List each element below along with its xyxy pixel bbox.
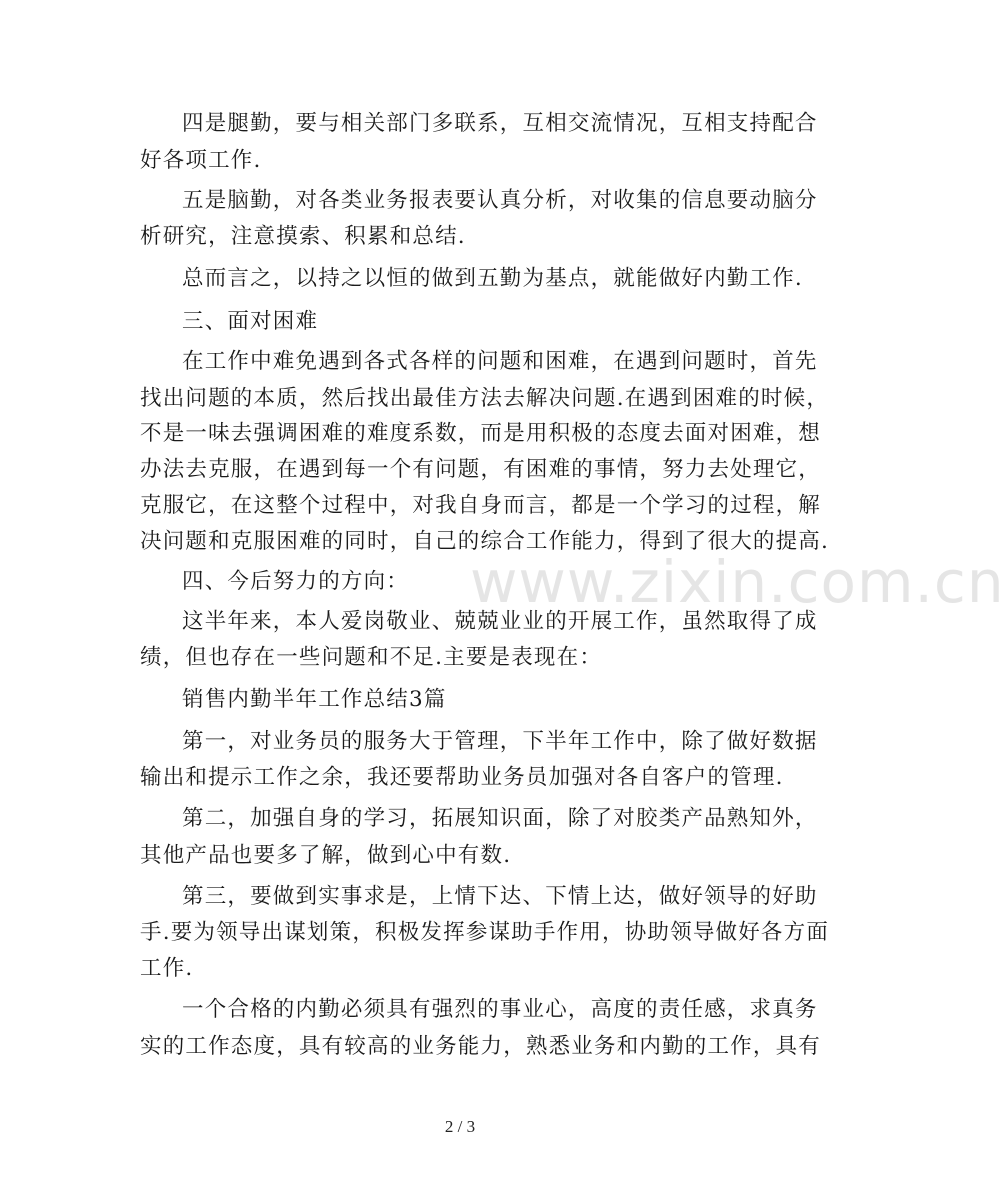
paragraph-line: 其他产品也要多了解，做到心中有数. [140,843,512,868]
paragraph-line: 第二，加强自身的学习，拓展知识面，除了对胶类产品熟知外， [182,806,818,831]
paragraph-line: 第三，要做到实事求是，上情下达、下情上达，做好领导的好助 [182,884,818,909]
paragraph-line: 总而言之，以持之以恒的做到五勤为基点，就能做好内勤工作. [182,266,803,291]
paragraph-line: 克服它，在这整个过程中，对我自身而言，都是一个学习的过程，解 [140,493,822,518]
paragraph-line: 输出和提示工作之余，我还要帮助业务员加强对各自客户的管理. [140,765,784,790]
paragraph-line: 办法去克服，在遇到每一个有问题，有困难的事情，努力去处理它， [140,457,822,482]
watermark: www.zixin.com.cn [470,548,1005,616]
paragraph-line: 实的工作态度，具有较高的业务能力，熟悉业务和内勤的工作，具有 [140,1034,822,1059]
section-heading: 销售内勤半年工作总结3篇 [182,687,447,712]
paragraph-line: 工作. [140,956,194,981]
paragraph-line: 这半年来，本人爱岗敬业、兢兢业业的开展工作，虽然取得了成 [182,609,818,634]
paragraph-line: 找出问题的本质，然后找出最佳方法去解决问题.在遇到困难的时候， [140,386,830,411]
paragraph-line: 析研究，注意摸索、积累和总结. [140,224,466,249]
paragraph-line: 手.要为领导出谋划策，积极发挥参谋助手作用，协助领导做好各方面 [140,920,830,945]
paragraph-line: 不是一味去强调困难的难度系数，而是用积极的态度去面对困难，想 [140,421,822,446]
paragraph-line: 决问题和克服困难的同时，自己的综合工作能力，得到了很大的提高. [140,529,830,554]
paragraph-line: 绩，但也存在一些问题和不足.主要是表现在： [140,645,603,670]
paragraph-line: 第一，对业务员的服务大于管理，下半年工作中，除了做好数据 [182,729,818,754]
paragraph-line: 四是腿勤，要与相关部门多联系，互相交流情况，互相支持配合 [182,111,818,136]
paragraph-line: 一个合格的内勤必须具有强烈的事业心，高度的责任感，求真务 [182,997,818,1022]
paragraph-line: 好各项工作. [140,148,262,173]
section-heading: 四、今后努力的方向： [182,569,410,594]
paragraph-line: 五是脑勤，对各类业务报表要认真分析，对收集的信息要动脑分 [182,188,818,213]
section-heading: 三、面对困难 [182,309,319,334]
page-number: 2 / 3 [444,1117,476,1136]
paragraph-line: 在工作中难免遇到各式各样的问题和困难，在遇到问题时，首先 [182,349,818,374]
